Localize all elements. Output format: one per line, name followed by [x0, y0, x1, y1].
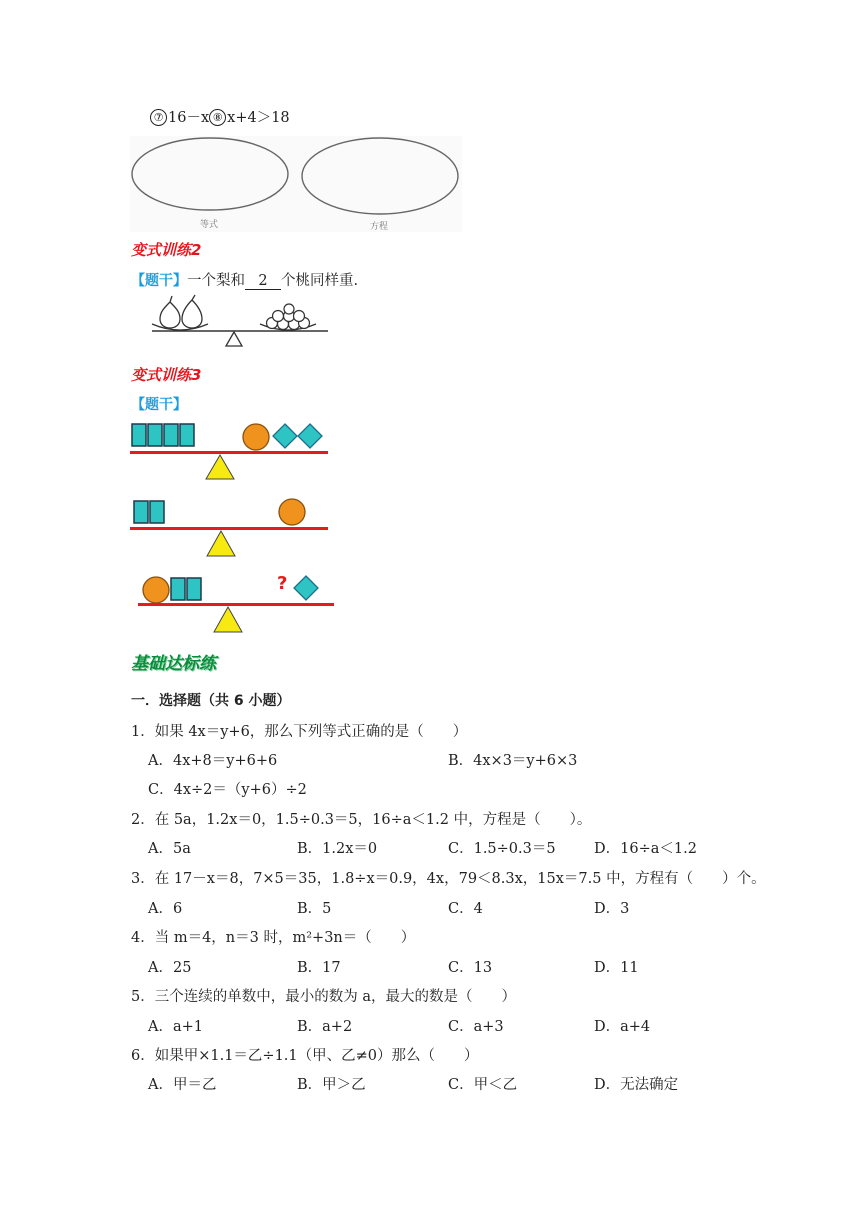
question-3: 3．在 17－x＝8，7×5＝35，1.8÷x＝0.9，4x，79＜8.3x，15x＝7.5 中，方程有（ ）个。 [131, 871, 766, 887]
q4-option-c[interactable]: C．13 [448, 960, 493, 976]
rectangle-shapes [171, 578, 201, 600]
q1-option-b[interactable]: B．4x×3＝y+6×3 [448, 753, 578, 769]
item-number-7: ⑦ [150, 109, 167, 126]
stem-tag: 【题干】 [131, 273, 187, 289]
circle-shape [143, 577, 169, 603]
q3-option-d[interactable]: D．3 [594, 901, 630, 917]
variant2-heading: 变式训练2 [131, 241, 202, 259]
question-2: 2．在 5a，1.2x＝0，1.5÷0.3＝5，16÷a＜1.2 中，方程是（ ）。 [131, 812, 592, 828]
circle-shape [243, 424, 269, 450]
left-ellipse-label: 等式 [200, 220, 219, 230]
q5-option-a[interactable]: A．a+1 [148, 1019, 203, 1035]
fulcrum-triangle [206, 455, 234, 479]
sets-diagram [130, 136, 462, 232]
q3-option-b[interactable]: B．5 [297, 901, 332, 917]
pear-icon [160, 296, 180, 328]
balance-beam [130, 527, 328, 530]
diamond-shape [273, 424, 297, 448]
q4-option-d[interactable]: D．11 [594, 960, 639, 976]
q3-option-c[interactable]: C．4 [448, 901, 483, 917]
peach-icon [267, 304, 310, 330]
question-1: 1．如果 4x＝y+6，那么下列等式正确的是（ ） [131, 724, 468, 740]
question-6: 6．如果甲×1.1＝乙÷1.1（甲、乙≠0）那么（ ） [131, 1048, 479, 1064]
pear-peach-balance [148, 294, 332, 350]
pear-icon [182, 295, 202, 328]
question-5: 5．三个连续的单数中，最小的数为 a，最大的数是（ ） [131, 989, 516, 1005]
q2-option-b[interactable]: B．1.2x＝0 [297, 841, 378, 857]
q5-option-d[interactable]: D．a+4 [594, 1019, 651, 1035]
item-number-8: ⑧ [209, 109, 226, 126]
diamond-shape [294, 576, 318, 600]
q2-option-c[interactable]: C．1.5÷0.3＝5 [448, 841, 556, 857]
q3-option-a[interactable]: A．6 [148, 901, 183, 917]
variant2-stem [131, 269, 358, 290]
circle-shape [279, 499, 305, 525]
q6-option-d[interactable]: D．无法确定 [594, 1077, 679, 1093]
diamond-shape [298, 424, 322, 448]
balance-1 [130, 420, 330, 482]
q6-option-a[interactable]: A．甲＝乙 [148, 1077, 217, 1093]
q5-option-b[interactable]: B．a+2 [297, 1019, 353, 1035]
fulcrum-icon [226, 332, 242, 346]
question-4: 4．当 m＝4，n＝3 时，m²+3n＝（ ） [131, 930, 416, 946]
balance-3 [138, 572, 338, 636]
stem-text-before: 一个梨和 [187, 273, 245, 289]
balance-2 [130, 496, 330, 558]
q6-option-c[interactable]: C．甲＜乙 [448, 1077, 518, 1093]
q5-option-c[interactable]: C．a+3 [448, 1019, 504, 1035]
stem-text-after: 个桃同样重. [281, 273, 359, 289]
expression-7: 16－x [168, 110, 210, 126]
q6-option-b[interactable]: B．甲＞乙 [297, 1077, 366, 1093]
rectangle-shapes [134, 501, 164, 523]
answer-blank: 2 [245, 274, 281, 290]
section-title: 一．选择题（共 6 小题） [131, 693, 291, 709]
rectangle-shapes [132, 424, 194, 446]
variant3-stem-tag: 【题干】 [131, 397, 187, 413]
q1-option-c[interactable]: C．4x÷2＝（y+6）÷2 [148, 782, 307, 798]
expression-8: x+4＞18 [227, 110, 290, 126]
right-ellipse-label: 方程 [370, 222, 389, 232]
set-items-line [150, 106, 290, 127]
q4-option-b[interactable]: B．17 [297, 960, 341, 976]
balance-beam [138, 603, 334, 606]
q1-option-a[interactable]: A．4x+8＝y+6+6 [148, 753, 278, 769]
question-mark: ? [277, 573, 288, 594]
variant3-heading: 变式训练3 [131, 366, 202, 384]
q2-option-a[interactable]: A．5a [148, 841, 191, 857]
q2-option-d[interactable]: D．16÷a＜1.2 [594, 841, 697, 857]
fulcrum-triangle [214, 607, 242, 632]
basic-heading: 基础达标练 [131, 654, 216, 674]
fulcrum-triangle [207, 531, 235, 556]
q4-option-a[interactable]: A．25 [148, 960, 192, 976]
balance-beam [130, 451, 328, 454]
